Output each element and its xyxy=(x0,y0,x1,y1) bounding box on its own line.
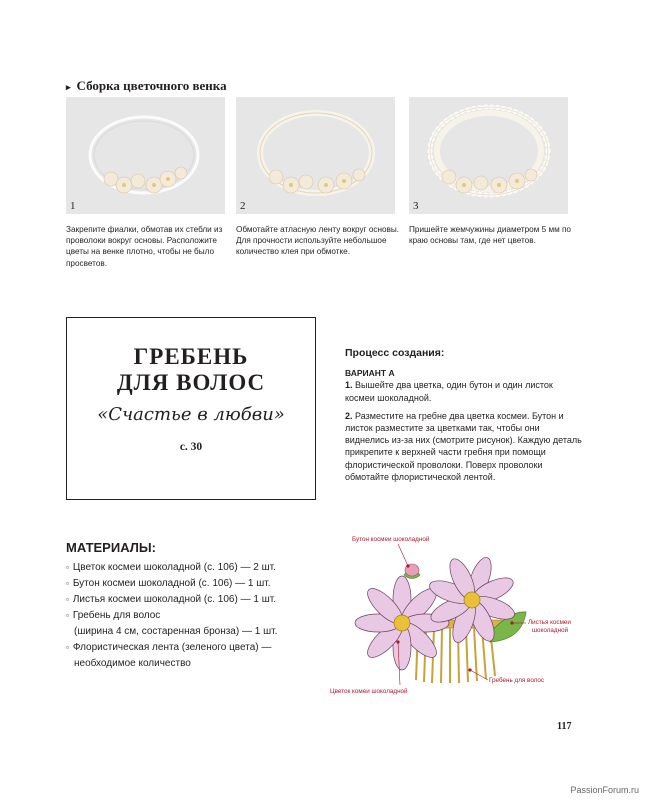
material-continuation: необходимое количество xyxy=(74,658,191,669)
material-text: Цветок космеи шоколадной (с. 106) — 2 шт. xyxy=(72,562,276,573)
step-num: 2. xyxy=(345,410,353,421)
step-num: 1. xyxy=(345,380,353,391)
material-item xyxy=(66,560,336,576)
step-text: Разместите на гребне два цветка космеи. Бутон и листок разместите за цветками так, чтобы они виднелись из-за них (смотрите рисунок). Каждую деталь прикрепите к верхней части гребня при помощи флористической проволоки. Поверх проволоки обмотайте флористической лентой. xyxy=(345,410,582,482)
label-flower: Цветок комеи шоколадной xyxy=(330,688,408,695)
section-title: Сборка цветочного венка xyxy=(76,78,227,93)
step-number: 1 xyxy=(70,200,76,212)
section-heading xyxy=(66,78,227,94)
material-item xyxy=(66,640,336,656)
arrow-icon: ▸ xyxy=(66,82,71,92)
watermark: PassionForum.ru xyxy=(570,785,639,795)
step-3-caption: Пришейте жемчужины диаметром 5 мм по краю основы там, где нет цветов. xyxy=(409,225,571,246)
wreath-photo-2 xyxy=(236,97,395,214)
process-section xyxy=(345,347,585,489)
material-text: Гребень для волос xyxy=(72,610,161,621)
process-step-2 xyxy=(345,410,585,483)
card-page-ref: с. 30 xyxy=(179,441,203,453)
material-item xyxy=(66,608,336,624)
checkbox-icon: ▫ xyxy=(66,579,69,588)
step-2-caption: Обмотайте атласную ленту вокруг основы. Для прочности используйте небольшое количество клея при обмотке. xyxy=(236,225,400,257)
label-leaf-2: шоколадной xyxy=(532,627,569,634)
material-text: Бутон космеи шоколадной (с. 106) — 1 шт. xyxy=(72,578,271,589)
step-number: 2 xyxy=(240,200,246,212)
label-bud: Бутон космеи шоколадной xyxy=(352,536,430,543)
title-card xyxy=(66,317,316,500)
checkbox-icon: ▫ xyxy=(66,611,69,620)
step-text: Вышейте два цветка, один бутон и один листок космеи шоколадной. xyxy=(345,380,553,403)
step-number: 3 xyxy=(413,200,419,212)
label-comb: Гребень для волос xyxy=(489,677,545,684)
title-line-1: ГРЕБЕНЬ xyxy=(133,344,249,369)
bud-shape xyxy=(404,564,420,579)
process-heading: Процесс создания: xyxy=(345,347,445,359)
checkbox-icon: ▫ xyxy=(66,643,69,652)
material-text: Листья космеи шоколадной (с. 106) — 1 шт. xyxy=(72,594,276,605)
process-step-1 xyxy=(345,379,585,403)
page-number: 117 xyxy=(557,721,572,732)
checkbox-icon: ▫ xyxy=(66,563,69,572)
material-text: Флористическая лента (зеленого цвета) — xyxy=(72,642,272,653)
checkbox-icon: ▫ xyxy=(66,595,69,604)
materials-section xyxy=(66,540,336,672)
card-subtitle: «Счастье в любви» xyxy=(97,404,285,425)
step-1-photo xyxy=(66,97,225,214)
variant-label: ВАРИАНТ А xyxy=(345,368,395,379)
step-1-caption: Закрепите фиалки, обмотав их стебли из проволоки вокруг основы. Расположите цветы на венке плотно, чтобы не было просветов. xyxy=(66,225,223,268)
material-item xyxy=(66,592,336,608)
title-line-2: ДЛЯ ВОЛОС xyxy=(116,370,266,395)
materials-heading: МАТЕРИАЛЫ: xyxy=(66,540,156,555)
material-continuation: (ширина 4 см, состаренная бронза) — 1 шт. xyxy=(74,626,278,637)
wreath-photo-3 xyxy=(409,97,568,214)
wreath-photo-1 xyxy=(66,97,225,214)
step-3-photo xyxy=(409,97,568,214)
step-2-photo xyxy=(236,97,395,214)
label-leaf-1: Листья космеи xyxy=(528,619,571,626)
material-item xyxy=(66,576,336,592)
